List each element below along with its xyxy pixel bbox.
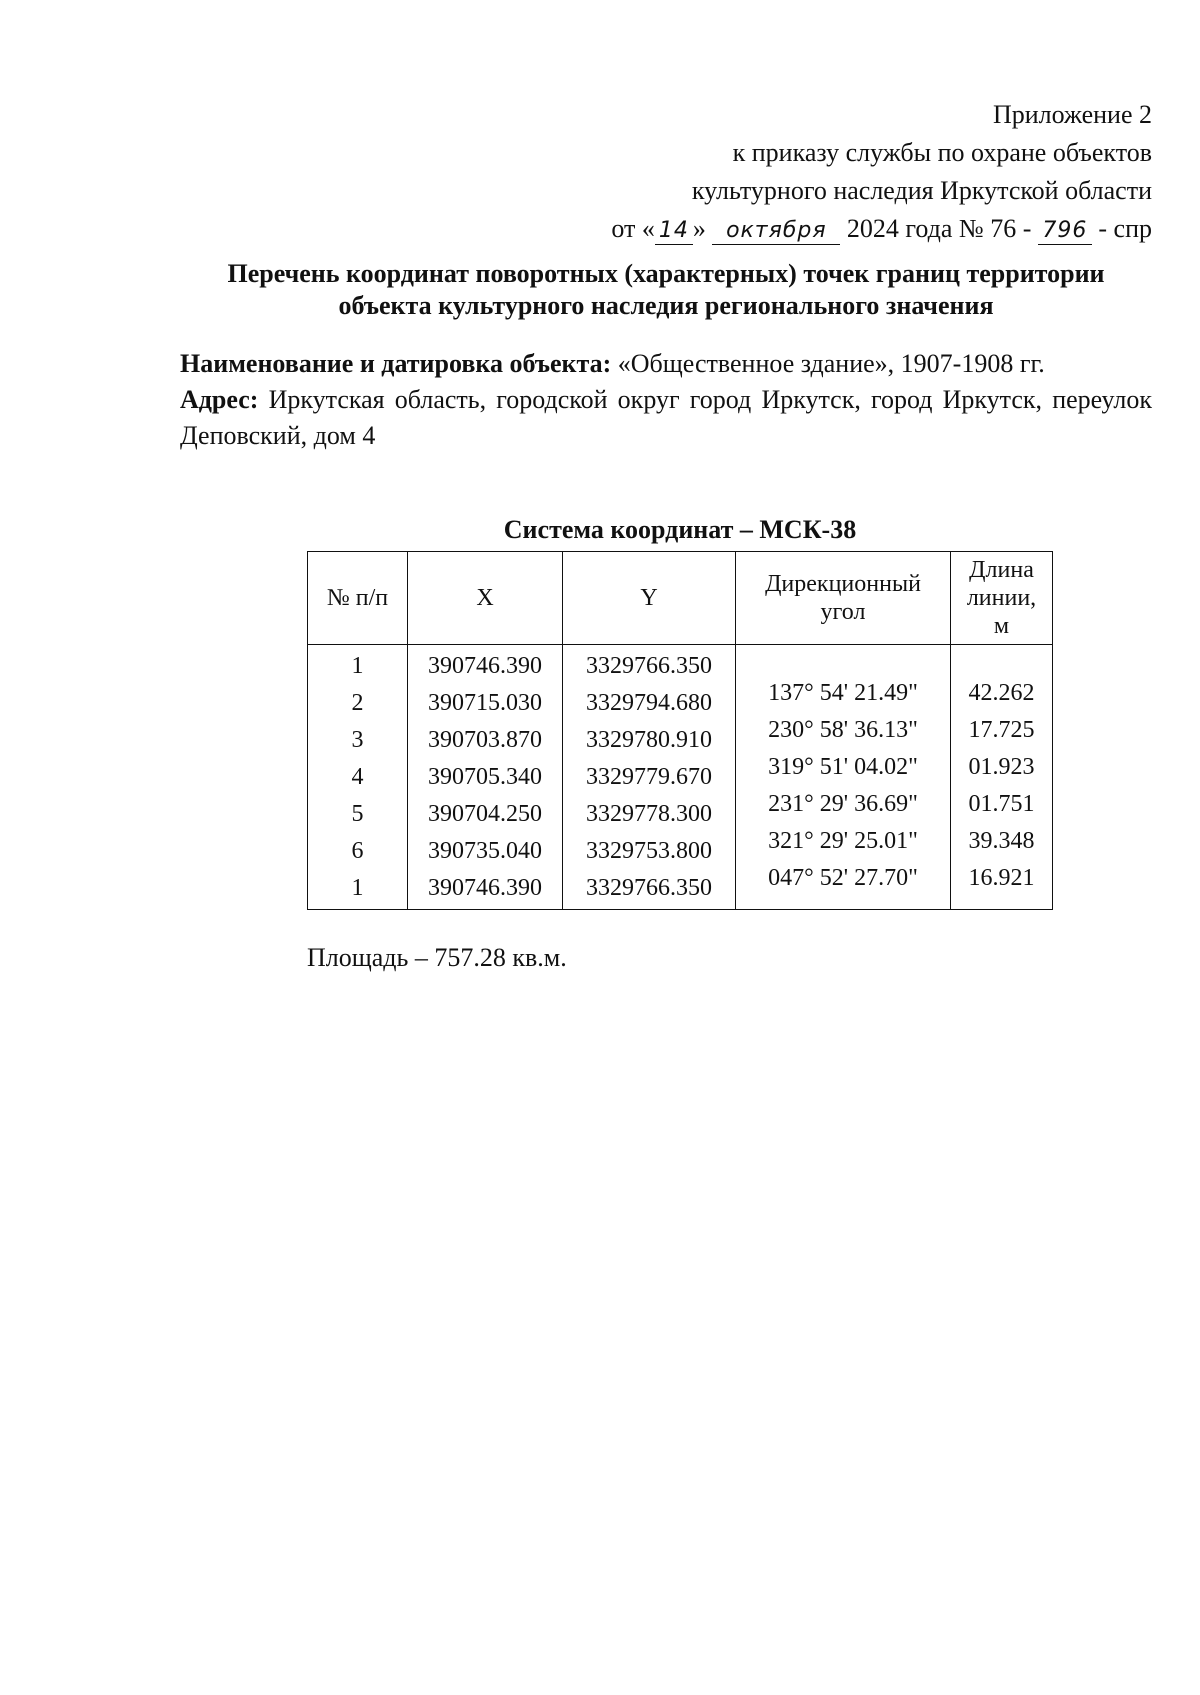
appendix-title: Приложение 2 [992,100,1152,129]
segment-length: 01.923 [968,754,1035,780]
appendix-service-line: культурного наследия Иркутской области [691,176,1152,205]
column-length [951,645,1053,910]
object-address-row [180,382,1152,454]
point-y: 3329780.910 [586,727,712,753]
segment-angle: 047° 52' 27.70" [768,865,918,891]
appendix-date-line [611,210,1152,248]
column-x [408,645,563,910]
segment-length: 01.751 [968,791,1035,817]
point-number: 1 [351,875,364,901]
point-number: 1 [351,653,364,679]
point-y: 3329794.680 [586,690,712,716]
point-x: 390705.340 [428,764,542,790]
segment-length: 42.262 [968,680,1035,706]
point-x: 390746.390 [428,653,542,679]
segment-angle: 137° 54' 21.49" [768,680,918,706]
point-y: 3329779.670 [586,764,712,790]
order-suffix: - спр [1098,214,1152,243]
segment-length: 16.921 [968,865,1035,891]
column-y [563,645,736,910]
handwritten-month: октября [712,218,840,245]
segment-angle: 319° 51' 04.02" [768,754,918,780]
object-info [180,346,1152,454]
point-y: 3329766.350 [586,875,712,901]
appendix-block [611,96,1152,248]
heading-line-2: объекта культурного наследия регионального значения [338,291,994,320]
area-text: Площадь – 757.28 кв.м. [307,943,567,972]
segment-angle: 230° 58' 36.13" [768,717,918,743]
object-name-label: Наименование и датировка объекта: [180,349,612,378]
segment-angle: 321° 29' 25.01" [768,828,918,854]
point-x: 390703.870 [428,727,542,753]
handwritten-order-number: 796 [1038,218,1092,245]
point-number: 6 [351,838,364,864]
handwritten-day: 14 [655,218,693,245]
header-y: Y [563,552,736,645]
point-y: 3329753.800 [586,838,712,864]
header-angle [736,552,951,645]
table-body-row [308,645,1053,910]
date-prefix: от « [611,214,655,243]
date-year-number: 2024 года № 76 - [846,214,1032,243]
point-x: 390704.250 [428,801,542,827]
header-length-line-2: линии, [966,585,1037,611]
header-length-line-1: Длина [969,557,1034,583]
column-angle [736,645,951,910]
point-number: 2 [351,690,364,716]
header-number: № п/п [308,552,408,645]
object-name-value: «Общественное здание», 1907-1908 гг. [617,349,1045,378]
heading-line-1: Перечень координат поворотных (характерных) точек границ территории [227,259,1105,288]
point-y: 3329778.300 [586,801,712,827]
document-heading [180,258,1152,322]
column-number [308,645,408,910]
object-address-label: Адрес: [180,385,259,414]
object-name-row [180,346,1152,382]
point-y: 3329766.350 [586,653,712,679]
header-angle-line-1: Дирекционный [765,571,921,597]
point-number: 3 [351,727,364,753]
header-length [951,552,1053,645]
header-angle-line-2: угол [820,599,866,625]
date-quote-close: » [692,214,706,243]
point-x: 390735.040 [428,838,542,864]
coordinates-table [307,551,1053,910]
segment-length: 17.725 [968,717,1035,743]
table-header-row [308,552,1053,645]
point-number: 5 [351,801,364,827]
appendix-order-line: к приказу службы по охране объектов [732,138,1152,167]
object-address-value: Иркутская область, городской округ город Иркутск, город Иркутск, переулок Деповский, дом 4 [180,385,1152,450]
segment-angle: 231° 29' 36.69" [768,791,918,817]
segment-length: 39.348 [968,828,1035,854]
point-x: 390746.390 [428,875,542,901]
header-length-line-3: м [993,613,1010,639]
table-caption: Система координат – МСК-38 [503,515,857,544]
header-x: X [408,552,563,645]
point-number: 4 [351,764,364,790]
point-x: 390715.030 [428,690,542,716]
